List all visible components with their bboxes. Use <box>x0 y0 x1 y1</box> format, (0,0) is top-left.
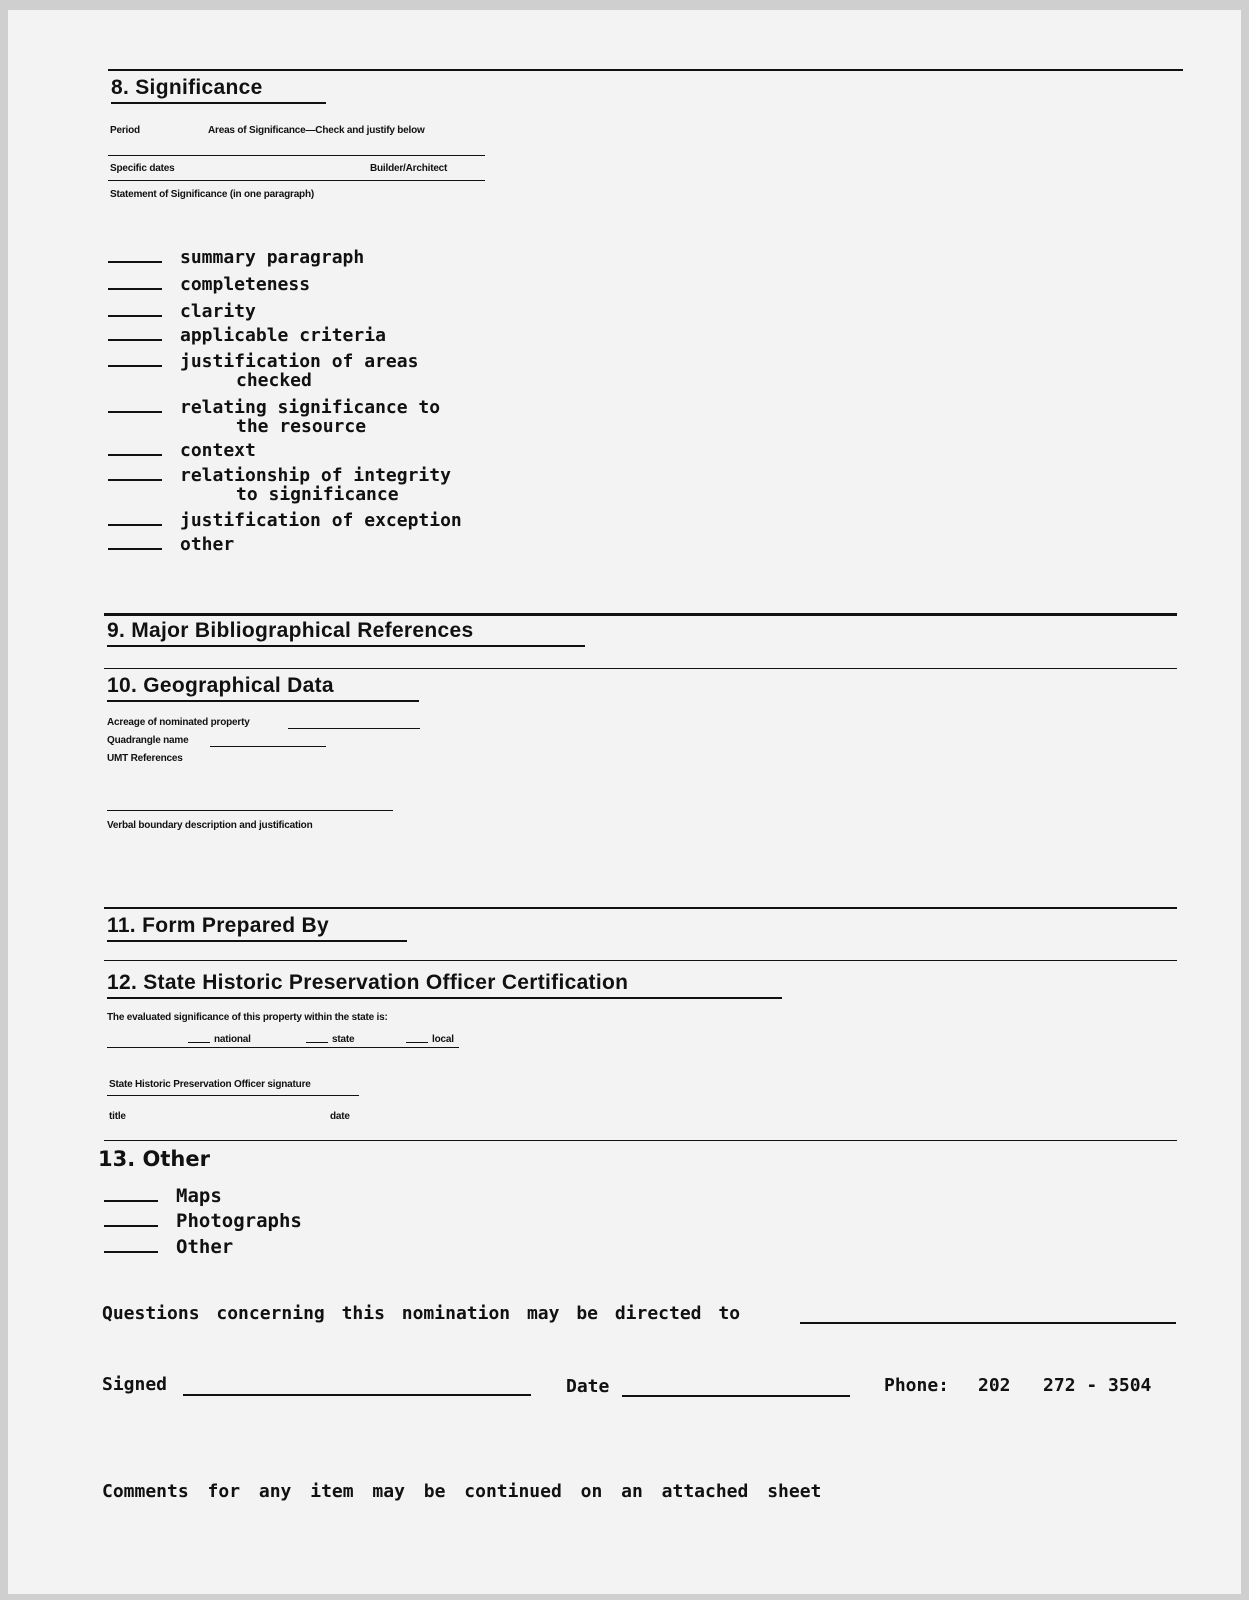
period-label: Period <box>110 125 140 136</box>
check-blank[interactable] <box>108 524 162 526</box>
check-blank[interactable] <box>108 339 162 341</box>
section-11-heading: 11. Form Prepared By <box>107 914 407 942</box>
section-8-heading: 8. Significance <box>111 76 326 104</box>
state-blank[interactable] <box>306 1042 328 1043</box>
shpo-signature-label: State Historic Preservation Officer signature <box>109 1079 311 1090</box>
national-blank[interactable] <box>188 1042 210 1043</box>
check-blank[interactable] <box>104 1251 158 1253</box>
check-blank[interactable] <box>108 411 162 413</box>
form-page: 8. Significance Period Areas of Significance—Check and justify below Specific dates Builder/Architect Statement of Significance (in one paragraph) summary paragraph completeness clarity applicable criteria justification of areas checked relating significance to the resource context relationship of integrity to significance justification of exception other 9. Major Bibliographical References 10. Geographical Data Acreage of nominated property Quadrangle name UMT References Verbal boundary description and justification 11. Form Prepared By 12. State Historic Preservation Officer Certification The evaluated significance of this property within the state is: national state local State Historic Preservation Officer signature title date 13. Other Maps Photographs Other Questions concerning this nomination may be directed to Signed Date Phone: 202 272 - 3504 Comments for any item may be continued on an attached sheet <box>8 10 1241 1594</box>
phone-label: Phone: <box>884 1375 950 1396</box>
comments-note: Comments for any item may be continued on an attached sheet <box>102 1481 822 1502</box>
signed-field[interactable] <box>183 1394 531 1396</box>
statement-label: Statement of Significance (in one paragraph) <box>110 189 315 200</box>
check-blank[interactable] <box>108 454 162 456</box>
date-label-small: date <box>330 1111 350 1122</box>
check-blank[interactable] <box>108 365 162 367</box>
phone-value: 202 272 - 3504 <box>978 1375 1152 1396</box>
section-9-heading: 9. Major Bibliographical References <box>107 619 585 647</box>
section-13-heading: 13. Other <box>98 1147 210 1171</box>
section-10-heading: 10. Geographical Data <box>107 674 419 702</box>
title-label: title <box>109 1111 126 1122</box>
check-blank[interactable] <box>104 1225 158 1227</box>
acreage-label: Acreage of nominated property <box>107 717 250 728</box>
national-label: national <box>214 1034 251 1045</box>
utm-label: UMT References <box>107 753 183 764</box>
dates-line <box>108 180 485 181</box>
state-label: state <box>332 1034 355 1045</box>
section-divider <box>104 613 1177 616</box>
areas-of-significance-label: Areas of Significance—Check and justify below <box>208 125 425 136</box>
date-label: Date <box>566 1376 610 1397</box>
period-line <box>108 155 485 156</box>
utm-line <box>107 810 393 811</box>
quadrangle-label: Quadrangle name <box>107 735 189 746</box>
verbal-boundary-label: Verbal boundary description and justification <box>107 820 313 831</box>
check-blank[interactable] <box>104 1200 158 1202</box>
questions-contact-field[interactable] <box>800 1322 1176 1324</box>
questions-text: Questions concerning this nomination may be directed to <box>102 1303 741 1324</box>
local-blank[interactable] <box>406 1042 428 1043</box>
level-line <box>107 1047 459 1048</box>
check-blank[interactable] <box>108 315 162 317</box>
builder-architect-label: Builder/Architect <box>370 163 448 174</box>
specific-dates-label: Specific dates <box>110 163 175 174</box>
section-divider <box>104 668 1177 669</box>
section-divider <box>104 1140 1177 1141</box>
evaluated-significance-label: The evaluated significance of this property within the state is: <box>107 1012 388 1023</box>
check-blank[interactable] <box>108 288 162 290</box>
check-blank[interactable] <box>108 548 162 550</box>
section-12-heading: 12. State Historic Preservation Officer Certification <box>107 971 782 999</box>
section-divider <box>104 960 1177 961</box>
acreage-field[interactable] <box>288 728 420 729</box>
check-blank[interactable] <box>108 261 162 263</box>
check-blank[interactable] <box>108 479 162 481</box>
quadrangle-field[interactable] <box>210 746 326 747</box>
section-divider <box>104 907 1177 909</box>
signature-line[interactable] <box>107 1095 359 1096</box>
signed-label: Signed <box>102 1374 168 1395</box>
section-divider <box>108 69 1183 71</box>
local-label: local <box>432 1034 454 1045</box>
date-field[interactable] <box>622 1395 850 1397</box>
